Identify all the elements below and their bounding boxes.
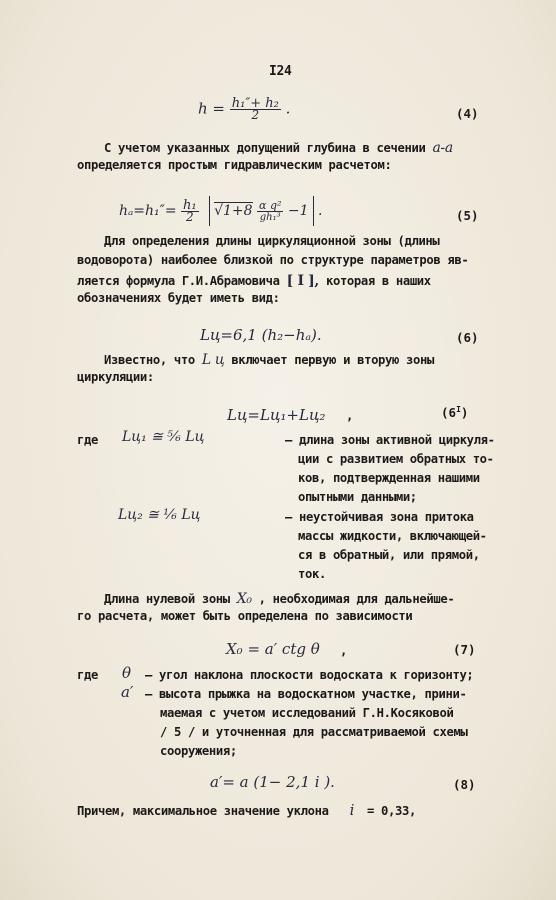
eq5-minus-one: −1 (287, 203, 309, 219)
eq4-tail: . (285, 99, 291, 118)
where1-desc1-line1: – длина зоны активной циркуля- (285, 433, 495, 447)
where2-desc2-line3: / 5 / и уточненная для рассматриваемой схемы (160, 725, 468, 739)
where1-desc2-line2: массы жидкости, включающей- (298, 529, 487, 543)
where1-desc2-line3: ся в обратный, или прямой, (298, 548, 480, 562)
equation-5 (119, 196, 322, 226)
eq5-root: √1+8 (214, 203, 253, 219)
page-number: I24 (269, 64, 292, 79)
where1-desc1-line4: опытными данными; (298, 490, 417, 504)
where1-symbol-2: Lц₂ ≅ ¹⁄₆ Lц (118, 507, 201, 523)
para3-line2: циркуляции: (77, 370, 154, 384)
equation-6: Lц=6,1 (h₂−hₐ). (200, 326, 322, 344)
para2-line1: Для определения длины циркуляционной зоны (длины (104, 234, 440, 248)
eq4-lhs: h = (198, 99, 225, 118)
para2-line2: водоворота) наиболее близкой по структуре параметров яв- (77, 253, 469, 267)
para2-reference: [ I ], (286, 273, 319, 289)
eq5-fraction-1: $\frac{\text{h₁}}{2}$ (183, 197, 197, 224)
para1-line1: С учетом указанных допущений глубина в сечении a-a (104, 140, 453, 156)
para4-line2: го расчета, может быть определена по зависимости (77, 609, 413, 623)
para5-symbol: i (349, 801, 355, 819)
where1-desc2-line1: – неустойчивая зона притока (285, 510, 474, 524)
para1-line2: определяется простым гидравлическим расчетом: (77, 158, 392, 172)
eq5-bracket (209, 196, 313, 226)
equation-6i: Lц=Lц₁+Lц₂ (227, 406, 326, 424)
equation-4 (198, 98, 290, 121)
eq4-denominator: 2 (251, 108, 260, 122)
eq6-number: (6) (456, 330, 479, 345)
eq7-comma: , (340, 644, 347, 658)
para3-symbol: L ц (201, 352, 225, 368)
eq6i-comma: , (346, 409, 353, 423)
where2-desc2-line2: маемая с учетом исследований Г.Н.Косяковой (160, 706, 454, 720)
para3-line1: Известно, что L ц включает первую и вторую зоны (104, 352, 434, 368)
para1-section-symbol: a-a (432, 140, 453, 156)
eq6i-number: $(6^I)$ (441, 405, 469, 421)
eq5-tail: . (317, 203, 323, 219)
eq4-numerator: h₁″+ h₂ (231, 96, 279, 111)
where2-desc2-line1: – высота прыжка на водоскатном участке, прини- (145, 687, 467, 701)
where2-symbol-2: a′ (121, 683, 134, 701)
para2-line4: обозначениях будет иметь вид: (77, 291, 280, 305)
equation-7: X₀ = a′ ctg θ (226, 640, 320, 658)
eq5-number: (5) (456, 208, 479, 223)
where1-symbol-1: Lц₁ ≅ ⁵⁄₆ Lц (122, 429, 205, 445)
para4-line1: Длина нулевой зоны X₀ , необходимая для дальнейше- (104, 591, 455, 607)
para5-line: Причем, максимальное значение уклона i = 0,33, (77, 801, 416, 819)
where1-desc1-line2: ции с развитием обратных то- (298, 452, 494, 466)
eq7-number: (7) (453, 642, 476, 657)
para2-line3: ляется формула Г.И.Абрамовича [ I ], которая в наших (77, 273, 431, 289)
eq8-number: (8) (453, 777, 476, 792)
where1-label: где (77, 433, 98, 447)
eq4-number: (4) (456, 106, 479, 121)
para4-symbol: X₀ (236, 591, 252, 607)
where2-desc1: – угол наклона плоскости водоската к горизонту; (145, 668, 474, 682)
where2-desc2-line4: сооружения; (160, 744, 237, 758)
where2-symbol-1: θ (122, 664, 132, 682)
where1-desc2-line4: ток. (298, 567, 326, 581)
eq4-fraction (230, 98, 281, 121)
where2-label: где (77, 668, 98, 682)
eq5-fraction-2: $\frac{\text{α q²}}{\text{gh₁³}}$ (259, 198, 282, 223)
equation-8: a′= a (1− 2,1 i ). (210, 773, 335, 791)
where1-desc1-line3: ков, подтвержденная нашими (298, 471, 480, 485)
eq5-lhs: hₐ=h₁″= (119, 203, 177, 219)
